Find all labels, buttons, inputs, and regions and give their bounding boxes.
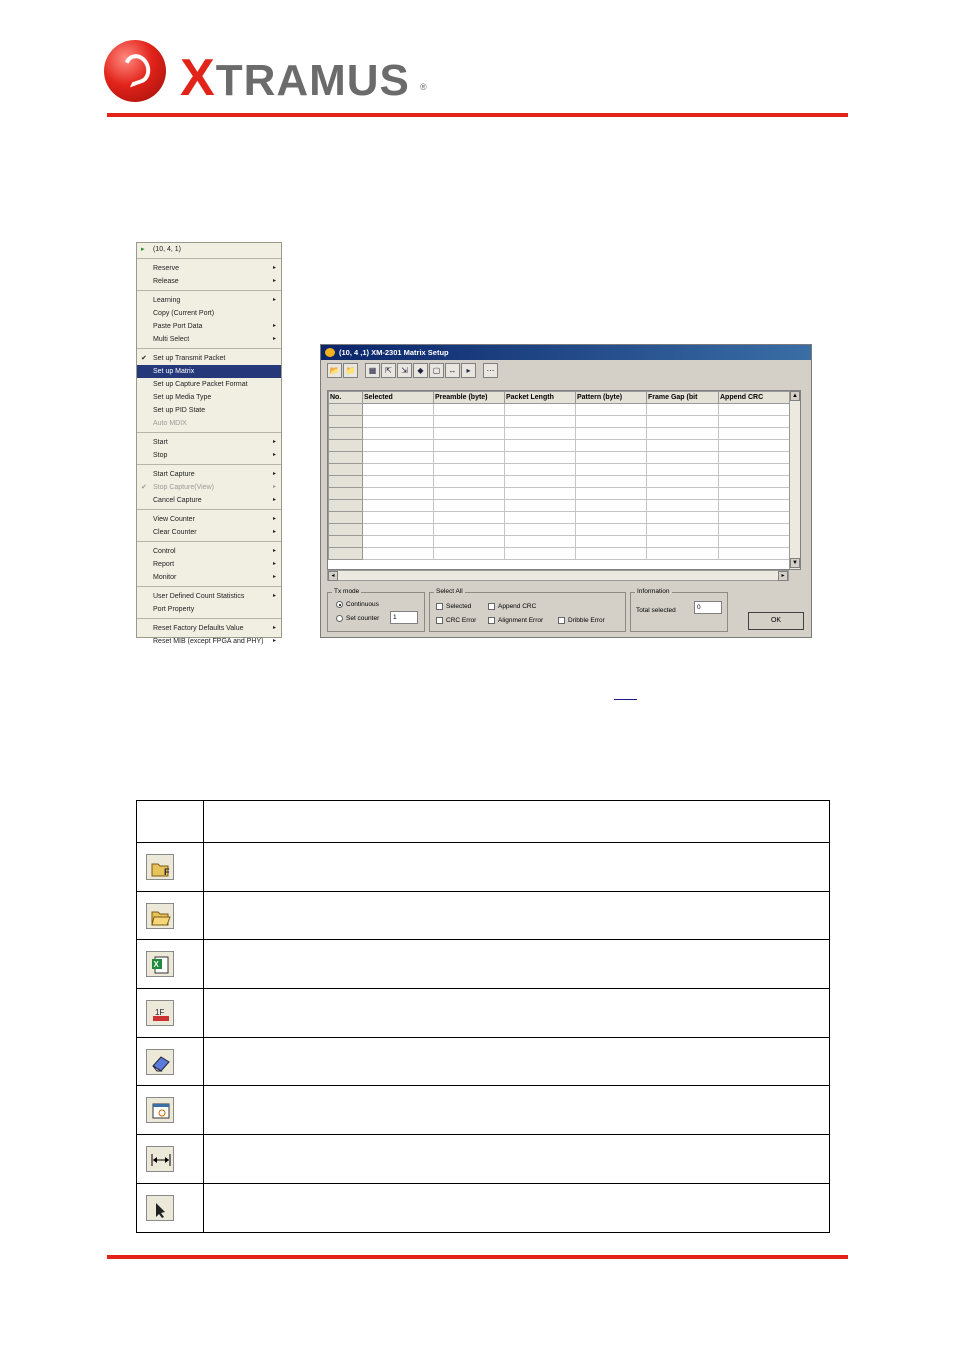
grid-cell[interactable] <box>647 500 719 512</box>
icon-cell <box>137 940 204 989</box>
crc-error-checkbox[interactable]: CRC Error <box>436 617 476 624</box>
menu-item-label: Paste Port Data <box>153 323 203 330</box>
grid-cell[interactable] <box>647 440 719 452</box>
grid-cell[interactable] <box>576 548 647 560</box>
menu-item-label: Set up Matrix <box>153 368 195 375</box>
grid-cell[interactable] <box>329 500 363 512</box>
menu-item[interactable] <box>137 526 281 539</box>
submenu-arrow-icon: ▸ <box>272 529 276 535</box>
grid-cell[interactable] <box>329 512 363 524</box>
submenu-arrow-icon: ▸ <box>272 561 276 567</box>
menu-item-label: Learning <box>153 297 181 304</box>
grid-cell[interactable] <box>505 476 576 488</box>
grid-cell[interactable] <box>576 428 647 440</box>
grid-cell[interactable] <box>434 536 505 548</box>
vertical-scrollbar[interactable] <box>789 391 800 569</box>
grid-cell[interactable] <box>363 524 434 536</box>
grid-cell[interactable] <box>363 464 434 476</box>
menu-item-label: Reset Factory Defaults Value <box>153 625 244 632</box>
footer-rule <box>107 1255 848 1259</box>
grid-cell[interactable] <box>647 536 719 548</box>
table-row[interactable] <box>329 536 793 548</box>
menu-item[interactable] <box>137 558 281 571</box>
icon-cell <box>137 1135 204 1184</box>
grid-cell[interactable] <box>363 428 434 440</box>
append-crc-checkbox[interactable]: Append CRC <box>488 603 536 610</box>
grid-cell[interactable] <box>363 488 434 500</box>
grid-cell[interactable] <box>505 404 576 416</box>
grid-cell[interactable] <box>505 500 576 512</box>
set-counter-radio[interactable]: Set counter <box>336 615 379 622</box>
svg-text:X: X <box>153 960 159 970</box>
submenu-arrow-icon: ▸ <box>272 323 276 329</box>
description-cell <box>204 843 830 892</box>
column-header[interactable]: Selected <box>363 392 434 404</box>
grid-cell[interactable] <box>647 512 719 524</box>
grid-cell[interactable] <box>576 416 647 428</box>
submenu-arrow-icon: ▸ <box>272 638 276 644</box>
grid-cell[interactable] <box>434 464 505 476</box>
grid-cell[interactable] <box>363 440 434 452</box>
menu-item-label: Set up PID State <box>153 407 206 414</box>
table-row <box>137 843 830 892</box>
menu-item-label: Clear Counter <box>153 529 197 536</box>
menu-item-label: Control <box>153 548 176 555</box>
window-refresh-icon[interactable]: ▢ <box>429 363 444 378</box>
more-icon[interactable]: ⋯ <box>483 363 498 378</box>
menu-item[interactable] <box>137 320 281 333</box>
format-setup-icon[interactable]: ⇱ <box>381 363 396 378</box>
grid-cell[interactable] <box>434 524 505 536</box>
svg-text:1F: 1F <box>155 1007 165 1017</box>
description-cell <box>204 1183 830 1232</box>
menu-item-label: Port Property <box>153 606 195 613</box>
menu-item[interactable] <box>137 391 281 404</box>
pointer-icon <box>146 1195 174 1221</box>
select-all-group: Select All Selected Append CRC CRC Error Alignment Error Dribble Error <box>429 592 626 632</box>
grid-cell[interactable] <box>719 500 793 512</box>
grid-cell[interactable] <box>434 416 505 428</box>
grid-cell[interactable] <box>363 500 434 512</box>
menu-item[interactable] <box>137 468 281 481</box>
column-header[interactable]: Packet Length <box>505 392 576 404</box>
menu-item-label: Set up Transmit Packet <box>153 355 226 362</box>
grid-cell[interactable] <box>576 524 647 536</box>
grid-cell[interactable] <box>505 452 576 464</box>
grid-cell[interactable] <box>505 464 576 476</box>
continuous-radio[interactable]: Continuous <box>336 601 379 608</box>
grid-cell[interactable] <box>719 512 793 524</box>
grid-cell[interactable] <box>434 548 505 560</box>
dialog-title-bar: (10, 4 ,1) XM-2301 Matrix Setup <box>321 345 811 360</box>
table-row <box>137 940 830 989</box>
grid-cell[interactable] <box>329 440 363 452</box>
description-cell <box>204 891 830 940</box>
table-row[interactable] <box>329 548 793 560</box>
excel-export-icon <box>146 951 174 977</box>
column-header[interactable]: Append CRC <box>719 392 793 404</box>
column-header[interactable]: Preamble (byte) <box>434 392 505 404</box>
menu-item[interactable] <box>137 262 281 275</box>
submenu-arrow-icon: ▸ <box>272 297 276 303</box>
table-row <box>137 1135 830 1184</box>
grid-cell[interactable] <box>329 524 363 536</box>
format-setup-icon <box>146 1000 174 1026</box>
menu-item[interactable] <box>137 571 281 584</box>
counter-input[interactable]: 1 <box>390 611 418 624</box>
grid-cell[interactable] <box>505 524 576 536</box>
menu-item[interactable] <box>137 243 281 256</box>
menu-item[interactable] <box>137 481 281 494</box>
submenu-arrow-icon: ▸ <box>272 439 276 445</box>
table-row[interactable] <box>329 428 793 440</box>
format-setup-2-icon[interactable]: ⇲ <box>397 363 412 378</box>
menu-item-label: Reserve <box>153 265 180 272</box>
column-width-icon[interactable]: ↔ <box>445 363 460 378</box>
menu-item-label: User Defined Count Statistics <box>153 593 245 600</box>
total-selected-value: 0 <box>694 601 722 614</box>
logo-wordmark: XTRAMUS <box>180 49 410 107</box>
grid-cell[interactable] <box>363 476 434 488</box>
grid-cell[interactable] <box>505 488 576 500</box>
icon-cell <box>137 891 204 940</box>
submenu-arrow-icon: ▸ <box>272 516 276 522</box>
menu-item-label: Start Capture <box>153 471 195 478</box>
grid-cell[interactable] <box>719 488 793 500</box>
grid-cell[interactable] <box>329 452 363 464</box>
column-header[interactable]: No. <box>329 392 363 404</box>
grid-cell[interactable] <box>576 404 647 416</box>
grid-cell[interactable] <box>363 416 434 428</box>
submenu-arrow-icon: ▸ <box>272 625 276 631</box>
icon-cell <box>137 843 204 892</box>
grid-cell[interactable] <box>719 524 793 536</box>
table-row[interactable] <box>329 500 793 512</box>
description-cell <box>204 989 830 1038</box>
scroll-left-icon[interactable]: ◂ <box>328 571 338 581</box>
grid-cell[interactable] <box>434 452 505 464</box>
table-row <box>137 1037 830 1086</box>
table-row[interactable] <box>329 416 793 428</box>
menu-item[interactable] <box>137 494 281 507</box>
matrix-toolbar <box>327 363 498 379</box>
menu-item[interactable] <box>137 404 281 417</box>
table-row <box>137 1183 830 1232</box>
submenu-arrow-icon: ▸ <box>272 548 276 554</box>
grid-cell[interactable] <box>329 548 363 560</box>
scroll-up-icon[interactable]: ▲ <box>790 391 800 401</box>
menu-item[interactable] <box>137 307 281 320</box>
table-row[interactable] <box>329 512 793 524</box>
menu-item-label: Report <box>153 561 175 568</box>
grid-cell[interactable] <box>647 464 719 476</box>
checkmark-icon: ✔ <box>141 355 147 362</box>
menu-item-label: Set up Media Type <box>153 394 212 401</box>
submenu-arrow-icon: ▸ <box>272 452 276 458</box>
description-cell <box>204 1135 830 1184</box>
menu-item-label: Release <box>153 278 179 285</box>
pointer-icon[interactable]: ▸ <box>461 363 476 378</box>
grid-cell[interactable] <box>434 404 505 416</box>
open-folder-icon[interactable]: 📁 <box>343 363 358 378</box>
menu-item-label: Set up Capture Packet Format <box>153 381 248 388</box>
grid-cell[interactable] <box>505 536 576 548</box>
grid-cell[interactable] <box>505 428 576 440</box>
table-header-row <box>137 801 830 843</box>
eraser-icon[interactable]: ◆ <box>413 363 428 378</box>
header-rule <box>107 113 848 117</box>
menu-item-label: View Counter <box>153 516 195 523</box>
matrix-setup-dialog <box>320 344 812 638</box>
grid-cell[interactable] <box>329 536 363 548</box>
submenu-arrow-icon: ▸ <box>272 265 276 271</box>
submenu-arrow-icon: ▸ <box>272 593 276 599</box>
menu-item[interactable] <box>137 590 281 603</box>
submenu-arrow-icon: ▸ <box>272 336 276 342</box>
column-header[interactable]: Frame Gap (bit <box>647 392 719 404</box>
description-cell <box>204 1037 830 1086</box>
port-arrow-icon: ▸ <box>141 246 145 253</box>
grid-cell[interactable] <box>363 548 434 560</box>
grid-cell[interactable] <box>505 512 576 524</box>
grid-cell[interactable] <box>647 548 719 560</box>
menu-item-label: Stop Capture(View) <box>153 484 214 491</box>
horizontal-scrollbar[interactable] <box>327 570 789 581</box>
grid-cell[interactable] <box>576 476 647 488</box>
grid-cell[interactable] <box>329 488 363 500</box>
grid-cell[interactable] <box>434 476 505 488</box>
grid-cell[interactable] <box>576 464 647 476</box>
scroll-right-icon[interactable]: ▸ <box>778 571 788 581</box>
grid-cell[interactable] <box>647 428 719 440</box>
information-group: Information Total selected 0 <box>630 592 728 632</box>
table-row <box>137 989 830 1038</box>
grid-cell[interactable] <box>434 500 505 512</box>
menu-item-label: Copy (Current Port) <box>153 310 215 317</box>
dribble-error-checkbox[interactable]: Dribble Error <box>558 617 605 624</box>
grid-cell[interactable] <box>505 416 576 428</box>
xtramus-logo <box>102 38 432 110</box>
ok-button[interactable]: OK <box>748 612 804 630</box>
grid-cell[interactable] <box>719 464 793 476</box>
grid-cell[interactable] <box>329 464 363 476</box>
grid-cell[interactable] <box>329 428 363 440</box>
menu-item[interactable] <box>137 545 281 558</box>
menu-item[interactable] <box>137 449 281 462</box>
grid-cell[interactable] <box>719 476 793 488</box>
grid-cell[interactable] <box>719 440 793 452</box>
menu-item[interactable] <box>137 275 281 288</box>
table-row[interactable] <box>329 440 793 452</box>
table-row[interactable] <box>329 476 793 488</box>
grid-cell[interactable] <box>576 440 647 452</box>
menu-item[interactable] <box>137 603 281 616</box>
grid-cell[interactable] <box>434 440 505 452</box>
submenu-arrow-icon: ▸ <box>272 574 276 580</box>
menu-item[interactable] <box>137 436 281 449</box>
tx-mode-group: Tx mode Continuous Set counter 1 <box>327 592 425 632</box>
column-width-icon <box>146 1146 174 1172</box>
grid-cell[interactable] <box>576 500 647 512</box>
menu-item[interactable] <box>137 378 281 391</box>
grid-cell[interactable] <box>719 452 793 464</box>
hyperlink-underline[interactable] <box>614 699 637 700</box>
grid-cell[interactable] <box>576 512 647 524</box>
open-folder-icon <box>146 903 174 929</box>
table-row[interactable] <box>329 404 793 416</box>
grid-cell[interactable] <box>576 536 647 548</box>
open-file-f-icon <box>146 854 174 880</box>
grid-cell[interactable] <box>505 548 576 560</box>
menu-item[interactable] <box>137 417 281 430</box>
selected-checkbox[interactable]: Selected <box>436 603 471 610</box>
menu-item[interactable] <box>137 352 281 365</box>
menu-item-label: Start <box>153 439 168 446</box>
excel-export-icon[interactable]: ▦ <box>365 363 380 378</box>
grid-cell[interactable] <box>363 512 434 524</box>
grid-cell[interactable] <box>647 476 719 488</box>
alignment-error-checkbox[interactable]: Alignment Error <box>488 617 543 624</box>
scroll-down-icon[interactable]: ▼ <box>790 558 800 568</box>
grid-cell[interactable] <box>329 416 363 428</box>
table-row[interactable] <box>329 464 793 476</box>
toolbar-icon-table <box>136 800 830 1233</box>
grid-cell[interactable] <box>363 452 434 464</box>
grid-cell[interactable] <box>647 416 719 428</box>
menu-item-label: Stop <box>153 452 168 459</box>
menu-item-label: Monitor <box>153 574 177 581</box>
description-cell <box>204 940 830 989</box>
icon-cell <box>137 989 204 1038</box>
registered-mark: ® <box>420 82 427 92</box>
menu-item[interactable] <box>137 365 281 378</box>
window-refresh-icon <box>146 1097 174 1123</box>
grid-cell[interactable] <box>505 440 576 452</box>
icon-cell <box>137 1037 204 1086</box>
logo-emblem-icon <box>104 40 166 102</box>
table-row[interactable] <box>329 524 793 536</box>
grid-cell[interactable] <box>329 476 363 488</box>
menu-item[interactable] <box>137 333 281 346</box>
grid-cell[interactable] <box>719 548 793 560</box>
menu-item[interactable] <box>137 622 281 635</box>
menu-item-label: Reset MIB (except FPGA and PHY) <box>153 638 264 645</box>
grid-cell[interactable] <box>576 488 647 500</box>
submenu-arrow-icon: ▸ <box>272 278 276 284</box>
menu-item[interactable] <box>137 635 281 648</box>
menu-item-label: (10, 4, 1) <box>153 246 182 253</box>
submenu-arrow-icon: ▸ <box>272 484 276 490</box>
checkmark-icon: ✔ <box>141 484 147 491</box>
table-row <box>137 1086 830 1135</box>
icon-cell <box>137 1086 204 1135</box>
grid-cell[interactable] <box>576 452 647 464</box>
open-file-f-icon[interactable]: 📂 <box>327 363 342 378</box>
grid-cell[interactable] <box>647 524 719 536</box>
menu-item[interactable] <box>137 513 281 526</box>
menu-item[interactable] <box>137 294 281 307</box>
app-icon <box>325 348 335 357</box>
grid-cell[interactable] <box>719 428 793 440</box>
submenu-arrow-icon: ▸ <box>272 497 276 503</box>
table-row <box>137 891 830 940</box>
menu-item-label: Cancel Capture <box>153 497 202 504</box>
svg-text:F: F <box>164 866 170 877</box>
grid-cell[interactable] <box>647 404 719 416</box>
port-context-menu <box>136 242 282 645</box>
grid-cell[interactable] <box>647 488 719 500</box>
total-selected-label: Total selected <box>636 607 676 614</box>
grid-cell[interactable] <box>434 512 505 524</box>
grid-cell[interactable] <box>363 536 434 548</box>
icon-cell <box>137 1183 204 1232</box>
matrix-grid[interactable] <box>327 390 801 570</box>
grid-cell[interactable] <box>719 416 793 428</box>
grid-cell[interactable] <box>329 404 363 416</box>
grid-cell[interactable] <box>719 404 793 416</box>
submenu-arrow-icon: ▸ <box>272 471 276 477</box>
description-cell <box>204 1086 830 1135</box>
menu-item-label: Auto MDIX <box>153 420 187 427</box>
eraser-icon <box>146 1049 174 1075</box>
table-row[interactable] <box>329 452 793 464</box>
grid-cell[interactable] <box>363 404 434 416</box>
menu-item-label: Multi Select <box>153 336 190 343</box>
grid-cell[interactable] <box>719 536 793 548</box>
grid-cell[interactable] <box>434 488 505 500</box>
column-header[interactable]: Pattern (byte) <box>576 392 647 404</box>
table-row[interactable] <box>329 488 793 500</box>
grid-cell[interactable] <box>434 428 505 440</box>
grid-cell[interactable] <box>647 452 719 464</box>
